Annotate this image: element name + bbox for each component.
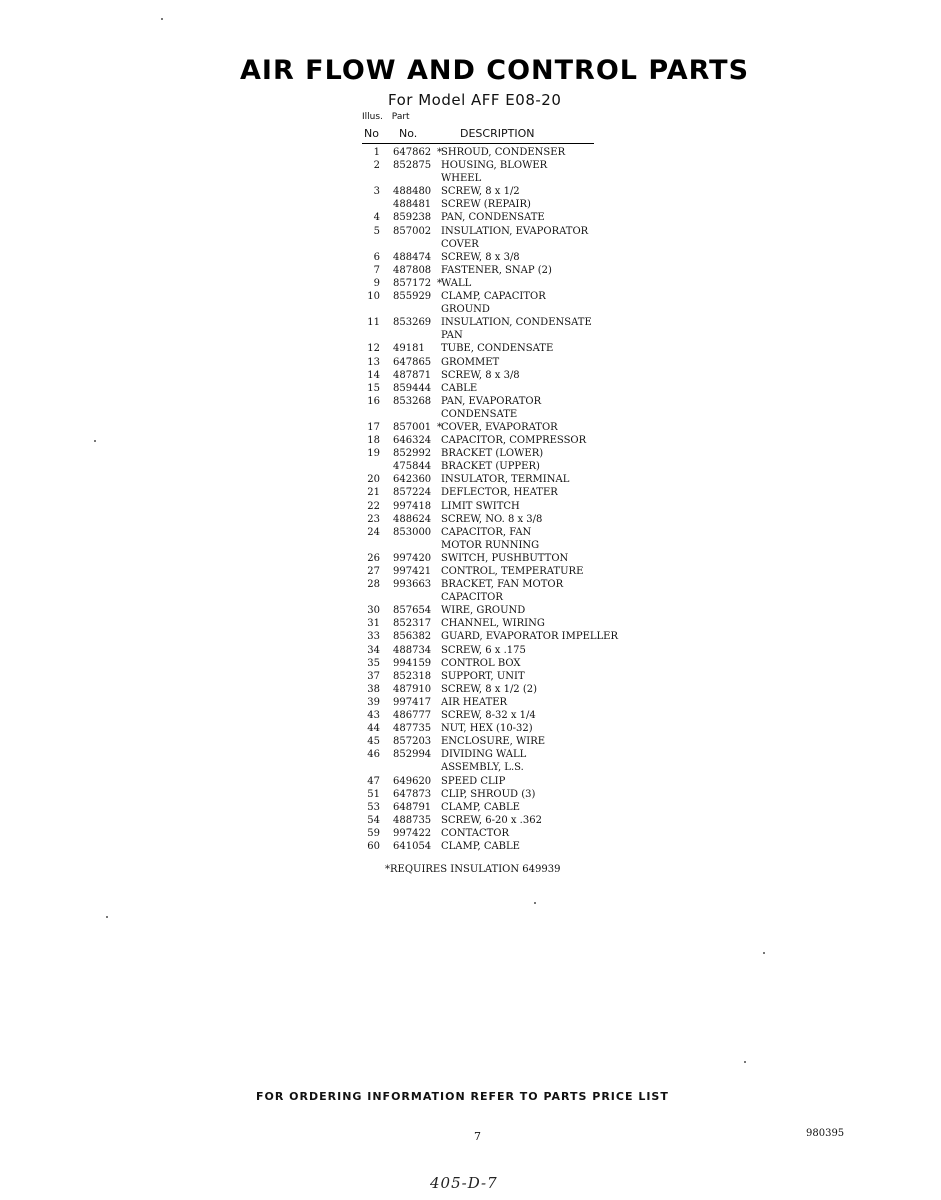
part-description: SPEED CLIP bbox=[441, 775, 506, 787]
part-description: PAN, CONDENSATE bbox=[441, 212, 545, 224]
part-number: 486777 bbox=[393, 710, 432, 722]
part-row bbox=[364, 617, 664, 630]
part-number: 642360 bbox=[393, 474, 432, 486]
part-description: SCREW, NO. 8 x 3/8 bbox=[441, 513, 543, 525]
part-description: COVER, EVAPORATOR bbox=[441, 421, 558, 433]
part-row bbox=[364, 211, 664, 224]
part-description: CAPACITOR, FAN bbox=[441, 526, 532, 538]
part-number: 648791 bbox=[393, 801, 432, 813]
part-number: 487735 bbox=[393, 723, 432, 735]
part-row bbox=[364, 748, 664, 761]
part-row bbox=[364, 198, 664, 211]
header-no: No bbox=[364, 127, 379, 140]
part-row bbox=[364, 683, 664, 696]
insulation-marker: * bbox=[437, 421, 442, 433]
part-row bbox=[364, 709, 664, 722]
part-description: PAN bbox=[441, 330, 463, 342]
illus-no: 11 bbox=[367, 317, 380, 329]
part-row bbox=[364, 369, 664, 382]
scan-speck bbox=[94, 440, 96, 442]
part-description: SUPPORT, UNIT bbox=[441, 670, 525, 682]
part-description: CONDENSATE bbox=[441, 408, 518, 420]
part-description: CLAMP, CABLE bbox=[441, 840, 520, 852]
part-description: NUT, HEX (10-32) bbox=[441, 723, 533, 735]
illus-no: 51 bbox=[367, 788, 380, 800]
part-description: COVER bbox=[441, 238, 479, 250]
part-row bbox=[364, 552, 664, 565]
illus-no: 9 bbox=[373, 277, 380, 289]
part-row bbox=[364, 827, 664, 840]
part-description: CONTROL, TEMPERATURE bbox=[441, 566, 584, 577]
part-row bbox=[364, 814, 664, 827]
illus-no: 54 bbox=[367, 814, 380, 826]
illus-no: 53 bbox=[367, 801, 380, 813]
part-description: INSULATOR, TERMINAL bbox=[441, 474, 570, 486]
illus-no: 20 bbox=[367, 474, 380, 486]
part-number: 852992 bbox=[393, 448, 432, 460]
part-row bbox=[364, 696, 664, 709]
part-row bbox=[364, 264, 664, 277]
part-row bbox=[364, 761, 664, 774]
part-row bbox=[364, 500, 664, 513]
parts-list bbox=[364, 146, 664, 853]
illus-no: 35 bbox=[367, 657, 380, 669]
part-description: SCREW, 8 x 1/2 bbox=[441, 186, 520, 198]
part-description: GROMMET bbox=[441, 356, 500, 368]
part-row bbox=[364, 159, 664, 172]
part-description: TUBE, CONDENSATE bbox=[441, 343, 554, 355]
illus-no: 38 bbox=[367, 683, 380, 695]
part-number: 488481 bbox=[393, 199, 432, 211]
handwritten-note: 405-D-7 bbox=[430, 1174, 498, 1192]
illus-no: 23 bbox=[367, 513, 380, 525]
part-number: 997420 bbox=[393, 552, 432, 564]
illus-no: 37 bbox=[367, 670, 380, 682]
part-number: 488735 bbox=[393, 814, 432, 826]
part-row bbox=[364, 238, 664, 251]
part-description: GROUND bbox=[441, 304, 490, 316]
insulation-marker: * bbox=[437, 277, 442, 289]
part-row bbox=[364, 303, 664, 316]
part-number: 646324 bbox=[393, 435, 432, 447]
illus-no: 1 bbox=[373, 147, 380, 158]
part-row bbox=[364, 735, 664, 748]
part-row bbox=[364, 591, 664, 604]
part-row bbox=[364, 277, 664, 290]
illus-no: 44 bbox=[367, 723, 380, 735]
part-number: 852994 bbox=[393, 749, 432, 761]
illus-no: 17 bbox=[367, 421, 380, 433]
scan-speck bbox=[161, 18, 163, 20]
part-row bbox=[364, 630, 664, 643]
header-divider bbox=[362, 143, 594, 144]
part-description: INSULATION, CONDENSATE bbox=[441, 317, 592, 329]
part-number: 487871 bbox=[393, 369, 432, 381]
part-number: 855929 bbox=[393, 291, 432, 303]
part-number: 856382 bbox=[393, 631, 432, 643]
part-row bbox=[364, 657, 664, 670]
part-number: 852317 bbox=[393, 618, 432, 630]
illus-no: 27 bbox=[367, 566, 380, 577]
part-row bbox=[364, 356, 664, 369]
illus-no: 45 bbox=[367, 736, 380, 748]
part-description: MOTOR RUNNING bbox=[441, 539, 540, 551]
illus-no: 43 bbox=[367, 710, 380, 722]
part-description: ENCLOSURE, WIRE bbox=[441, 736, 546, 748]
part-number: 857224 bbox=[393, 487, 432, 499]
part-row bbox=[364, 251, 664, 264]
illus-no: 15 bbox=[367, 382, 380, 394]
part-number: 993663 bbox=[393, 579, 432, 591]
illus-no: 33 bbox=[367, 631, 380, 643]
part-row bbox=[364, 329, 664, 342]
part-number: 853269 bbox=[393, 317, 432, 329]
part-row bbox=[364, 447, 664, 460]
part-number: 997417 bbox=[393, 696, 432, 708]
part-row bbox=[364, 434, 664, 447]
part-description: WALL bbox=[441, 277, 472, 289]
scan-speck bbox=[106, 916, 108, 918]
part-description: ASSEMBLY, L.S. bbox=[441, 762, 524, 774]
scan-speck bbox=[534, 902, 536, 904]
part-description: WIRE, GROUND bbox=[441, 605, 526, 617]
illus-no: 60 bbox=[367, 840, 380, 852]
illus-no: 19 bbox=[367, 448, 380, 460]
part-row bbox=[364, 565, 664, 578]
part-number: 857654 bbox=[393, 605, 432, 617]
part-row bbox=[364, 473, 664, 486]
part-description: BRACKET (UPPER) bbox=[441, 461, 540, 473]
part-description: SCREW, 6 x .175 bbox=[441, 644, 526, 656]
part-number: 859444 bbox=[393, 382, 432, 394]
header-part: Part bbox=[391, 112, 410, 122]
part-description: CLAMP, CAPACITOR bbox=[441, 291, 546, 303]
part-number: 994159 bbox=[393, 657, 432, 669]
part-row bbox=[364, 513, 664, 526]
part-description: FASTENER, SNAP (2) bbox=[441, 264, 552, 276]
header-illus: Illus. bbox=[362, 112, 383, 122]
illus-no: 13 bbox=[367, 356, 380, 368]
part-description: CAPACITOR bbox=[441, 592, 503, 604]
part-description: SCREW, 6-20 x .362 bbox=[441, 814, 542, 826]
illus-no: 18 bbox=[367, 435, 380, 447]
illus-no: 16 bbox=[367, 395, 380, 407]
part-row bbox=[364, 460, 664, 473]
page-title: AIR FLOW AND CONTROL PARTS bbox=[240, 55, 750, 86]
part-number: 649620 bbox=[393, 775, 432, 787]
part-row bbox=[364, 225, 664, 238]
part-row bbox=[364, 408, 664, 421]
illus-no: 39 bbox=[367, 696, 380, 708]
part-number: 647865 bbox=[393, 356, 432, 368]
part-number: 853268 bbox=[393, 395, 432, 407]
illus-no: 4 bbox=[373, 212, 380, 224]
part-row bbox=[364, 185, 664, 198]
part-number: 997422 bbox=[393, 827, 432, 839]
part-description: SWITCH, PUSHBUTTON bbox=[441, 552, 569, 564]
part-number: 857172 bbox=[393, 277, 432, 289]
part-description: CLIP, SHROUD (3) bbox=[441, 788, 536, 800]
part-description: SCREW, 8-32 x 1/4 bbox=[441, 710, 536, 722]
part-description: BRACKET (LOWER) bbox=[441, 448, 544, 460]
illus-no: 10 bbox=[367, 291, 380, 303]
part-number: 488474 bbox=[393, 251, 432, 263]
part-description: CONTROL BOX bbox=[441, 657, 521, 669]
part-number: 997418 bbox=[393, 500, 432, 512]
illus-no: 46 bbox=[367, 749, 380, 761]
part-row bbox=[364, 172, 664, 185]
part-row bbox=[364, 788, 664, 801]
part-number: 857002 bbox=[393, 225, 432, 237]
illus-no: 30 bbox=[367, 605, 380, 617]
part-row bbox=[364, 342, 664, 355]
part-row bbox=[364, 722, 664, 735]
illus-no: 31 bbox=[367, 618, 380, 630]
part-description: DEFLECTOR, HEATER bbox=[441, 487, 558, 499]
illus-no: 2 bbox=[373, 160, 380, 172]
part-description: CONTACTOR bbox=[441, 827, 509, 839]
part-description: LIMIT SWITCH bbox=[441, 500, 520, 512]
illus-no: 7 bbox=[373, 264, 380, 276]
part-number: 859238 bbox=[393, 212, 432, 224]
scan-speck bbox=[763, 952, 765, 954]
part-number: 647862 bbox=[393, 147, 432, 158]
illus-no: 47 bbox=[367, 775, 380, 787]
part-description: CLAMP, CABLE bbox=[441, 801, 520, 813]
part-number: 857001 bbox=[393, 421, 432, 433]
part-row bbox=[364, 539, 664, 552]
illus-no: 21 bbox=[367, 487, 380, 499]
part-number: 997421 bbox=[393, 566, 432, 577]
illus-no: 14 bbox=[367, 369, 380, 381]
part-number: 852875 bbox=[393, 160, 432, 172]
footnote: *REQUIRES INSULATION 649939 bbox=[385, 864, 561, 875]
part-row bbox=[364, 578, 664, 591]
part-number: 488734 bbox=[393, 644, 432, 656]
part-description: CAPACITOR, COMPRESSOR bbox=[441, 435, 587, 447]
scan-speck bbox=[744, 1061, 746, 1063]
part-row bbox=[364, 316, 664, 329]
insulation-marker: * bbox=[437, 147, 442, 158]
part-description: WHEEL bbox=[441, 173, 482, 185]
part-number: 475844 bbox=[393, 461, 432, 473]
part-row bbox=[364, 421, 664, 434]
illus-no: 24 bbox=[367, 526, 380, 538]
part-description: PAN, EVAPORATOR bbox=[441, 395, 542, 407]
part-number: 488624 bbox=[393, 513, 432, 525]
part-row bbox=[364, 486, 664, 499]
part-row bbox=[364, 290, 664, 303]
part-description: INSULATION, EVAPORATOR bbox=[441, 225, 589, 237]
illus-no: 12 bbox=[367, 343, 380, 355]
part-description: SCREW, 8 x 1/2 (2) bbox=[441, 683, 538, 695]
part-number: 852318 bbox=[393, 670, 432, 682]
part-row bbox=[364, 775, 664, 788]
part-row bbox=[364, 644, 664, 657]
doc-number: 980395 bbox=[806, 1128, 845, 1139]
illus-no: 6 bbox=[373, 251, 380, 263]
part-number: 641054 bbox=[393, 840, 432, 852]
header-part-no: No. bbox=[399, 127, 418, 140]
part-description: AIR HEATER bbox=[441, 696, 508, 708]
part-description: GUARD, EVAPORATOR IMPELLER bbox=[441, 631, 618, 643]
ordering-info: FOR ORDERING INFORMATION REFER TO PARTS PRICE LIST bbox=[256, 1090, 669, 1103]
header-description: DESCRIPTION bbox=[460, 127, 535, 140]
part-description: SCREW, 8 x 3/8 bbox=[441, 251, 520, 263]
part-row bbox=[364, 395, 664, 408]
illus-no: 28 bbox=[367, 579, 380, 591]
part-description: CABLE bbox=[441, 382, 478, 394]
part-row bbox=[364, 840, 664, 853]
part-description: SHROUD, CONDENSER bbox=[441, 147, 566, 158]
part-description: CHANNEL, WIRING bbox=[441, 618, 545, 630]
illus-no: 59 bbox=[367, 827, 380, 839]
part-row bbox=[364, 146, 664, 159]
part-number: 857203 bbox=[393, 736, 432, 748]
illus-no: 3 bbox=[373, 186, 380, 198]
illus-no: 34 bbox=[367, 644, 380, 656]
illus-no: 5 bbox=[373, 225, 380, 237]
part-description: DIVIDING WALL bbox=[441, 749, 527, 761]
column-header-top bbox=[362, 112, 410, 122]
part-number: 647873 bbox=[393, 788, 432, 800]
illus-no: 26 bbox=[367, 552, 380, 564]
part-number: 49181 bbox=[393, 343, 425, 355]
part-number: 853000 bbox=[393, 526, 432, 538]
part-number: 487808 bbox=[393, 264, 432, 276]
part-row bbox=[364, 670, 664, 683]
part-row bbox=[364, 526, 664, 539]
part-row bbox=[364, 604, 664, 617]
part-description: SCREW, 8 x 3/8 bbox=[441, 369, 520, 381]
part-description: BRACKET, FAN MOTOR bbox=[441, 579, 564, 591]
part-description: HOUSING, BLOWER bbox=[441, 160, 548, 172]
part-number: 488480 bbox=[393, 186, 432, 198]
page-number: 7 bbox=[474, 1130, 481, 1143]
part-number: 487910 bbox=[393, 683, 432, 695]
part-description: SCREW (REPAIR) bbox=[441, 199, 531, 211]
part-row bbox=[364, 382, 664, 395]
illus-no: 22 bbox=[367, 500, 380, 512]
model-subtitle: For Model AFF E08-20 bbox=[388, 91, 562, 109]
part-row bbox=[364, 801, 664, 814]
